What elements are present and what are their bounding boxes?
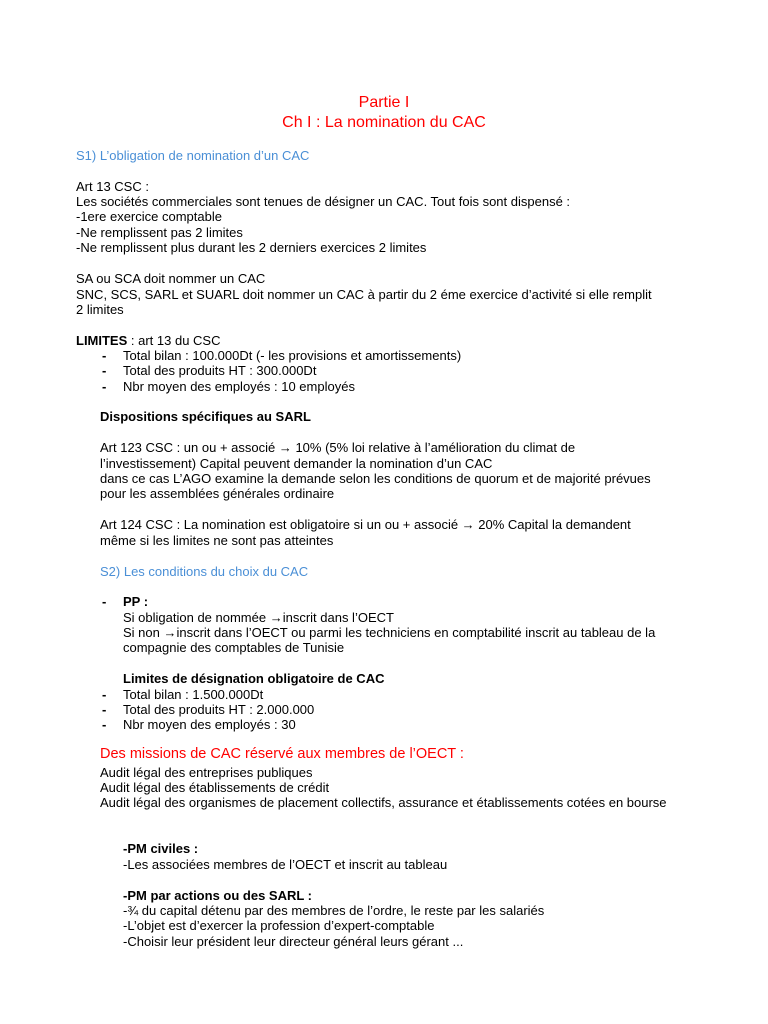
pm-actions-line: -Choisir leur président leur directeur général leurs gérant ... — [123, 934, 464, 949]
art124-line: Art 124 CSC : La nomination est obligatoire si un ou + associé → 20% Capital la demandent — [100, 517, 631, 532]
limites-item: Nbr moyen des employés : 10 employés — [123, 379, 355, 394]
missions-paragraph: Audit légal des organismes de placement collectifs, assurance et établissements cotées en bourse — [100, 795, 667, 810]
part-title: Partie I — [358, 94, 410, 111]
s2-limites-item: Total des produits HT : 2.000.000 — [123, 702, 315, 717]
pm-actions-line: -L’objet est d’exercer la profession d’expert-comptable — [123, 918, 435, 933]
bullet-dash: - — [102, 702, 107, 717]
limites-rest: : art 13 du CSC — [127, 333, 221, 348]
sa-line: SA ou SCA doit nommer un CAC — [76, 271, 266, 286]
bullet-dash: - — [102, 717, 107, 732]
bullet-dash: - — [102, 348, 107, 363]
missions-heading: Des missions de CAC réservé aux membres de l’OECT : — [100, 746, 464, 762]
art123-line: pour les assemblées générales ordinaire — [100, 486, 335, 501]
art13-line: -Ne remplissent pas 2 limites — [76, 225, 243, 240]
s2-limites-item: Total bilan : 1.500.000Dt — [123, 687, 264, 702]
art123-line: dans ce cas L’AGO examine la demande selon les conditions de quorum et de majorité prévues — [100, 471, 651, 486]
bullet-dash: - — [102, 687, 107, 702]
limites-item: Total bilan : 100.000Dt (- les provisions et amortissements) — [123, 348, 462, 363]
pp-line: Si non →inscrit dans l’OECT ou parmi les techniciens en comptabilité inscrit au tableau de la — [123, 625, 656, 640]
bullet-dash: - — [102, 379, 107, 394]
limites-label: LIMITES — [76, 333, 128, 348]
pm-actions-line: -¾ du capital détenu par des membres de l’ordre, le reste par les salariés — [123, 903, 545, 918]
art13-title: Art 13 CSC : — [76, 179, 149, 194]
chapter-title: Ch I : La nomination du CAC — [282, 114, 486, 131]
s2-limites-heading: Limites de désignation obligatoire de CAC — [123, 671, 385, 686]
bullet-dash: - — [102, 363, 107, 378]
pp-line: Si obligation de nommée →inscrit dans l’OECT — [123, 610, 394, 625]
pm-actions-label: -PM par actions ou des SARL : — [123, 888, 313, 903]
missions-line: Audit légal des entreprises publiques — [100, 765, 313, 780]
sa-line: SNC, SCS, SARL et SUARL doit nommer un CAC à partir du 2 éme exercice d’activité si elle remplit — [76, 287, 652, 302]
art13-line: Les sociétés commerciales sont tenues de désigner un CAC. Tout fois sont dispensé : — [76, 194, 571, 209]
limites-item: Total des produits HT : 300.000Dt — [123, 363, 317, 378]
section-s1-heading: S1) L’obligation de nomination d’un CAC — [76, 148, 310, 163]
bullet-dash: - — [102, 594, 107, 609]
pp-line: compagnie des comptables de Tunisie — [123, 640, 345, 655]
section-s2-heading: S2) Les conditions du choix du CAC — [100, 564, 309, 579]
art13-line: -1ere exercice comptable — [76, 209, 222, 224]
pp-label: PP : — [123, 594, 149, 609]
art124-line: même si les limites ne sont pas atteintes — [100, 533, 334, 548]
art123-line: Art 123 CSC : un ou + associé → 10% (5% loi relative à l’amélioration du climat de — [100, 440, 576, 455]
s2-limites-item: Nbr moyen des employés : 30 — [123, 717, 296, 732]
art13-line: -Ne remplissent plus durant les 2 derniers exercices 2 limites — [76, 240, 427, 255]
sarl-heading: Dispositions spécifiques au SARL — [100, 409, 311, 424]
limites-line — [76, 333, 221, 349]
missions-line: Audit légal des établissements de crédit — [100, 780, 330, 795]
art123-line: l’investissement) Capital peuvent demander la nomination d’un CAC — [100, 456, 493, 471]
sa-line: 2 limites — [76, 302, 124, 317]
pm-civiles-label: -PM civiles : — [123, 841, 199, 856]
pm-civiles-line: -Les associées membres de l’OECT et inscrit au tableau — [123, 857, 448, 872]
